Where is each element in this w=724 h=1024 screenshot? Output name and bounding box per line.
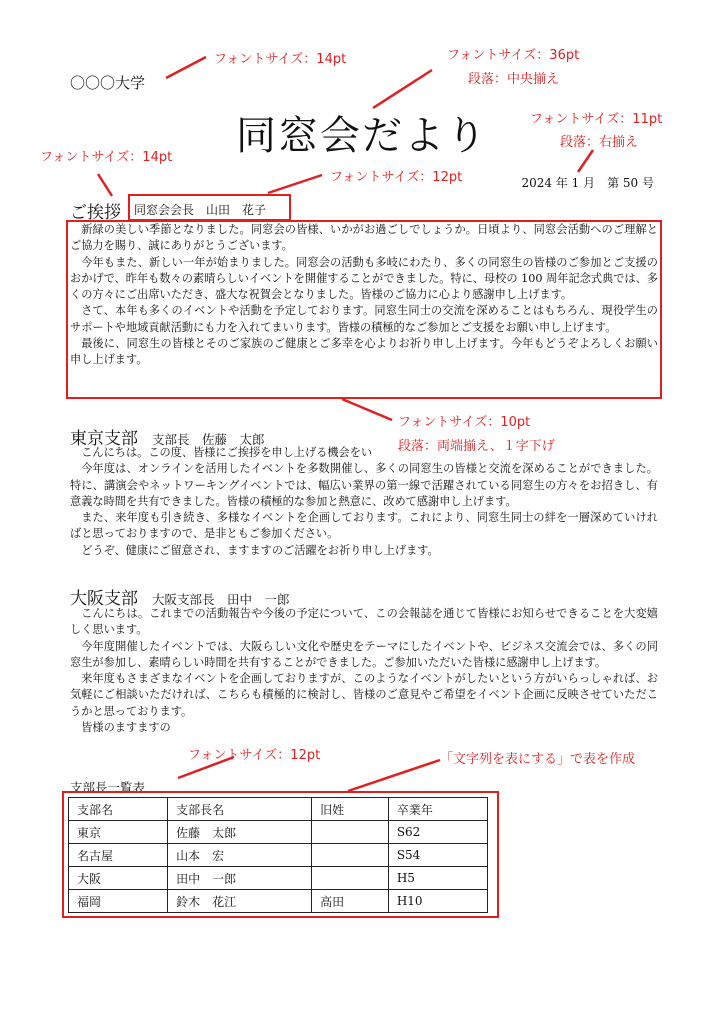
table-cell: 鈴木 花江 — [168, 890, 312, 913]
tokyo-paragraph: また、来年度も引き続き、多様なイベントを企画しております。これにより、同窓生同士の絆を一層深めていければと思っておりますので、是非ともご参加ください。 — [70, 511, 658, 541]
osaka-paragraph: 来年度もさまざまなイベントを企画しておりますが、このようなイベントがしたいという方がいらっしゃれば、お気軽にご相談いただければ、こちらも積極的に検討し、皆様のご意見やご希望をイベント企画に反映させていただこうかと思っております。 — [70, 672, 658, 718]
annotation-title-align: 段落：中央揃え — [468, 72, 560, 87]
greeting-heading: ご挨拶 — [70, 203, 121, 223]
osaka-author: 大阪支部長 田中 一郎 — [152, 592, 290, 607]
table-cell: 田中 一郎 — [168, 867, 312, 890]
tokyo-paragraph: 今年度は、オンラインを活用したイベントを多数開催し、多くの同窓生の皆様と交流を深めることができました。特に、講演会やネットワーキングイベントでは、幅広い業界の第一線で活躍されている同窓生の方々をお招きし、有意義な時間を共有できました。皆様の積極的な参加と熱意に、改めて感謝申し上げます。 — [70, 462, 658, 508]
greeting-paragraph: さて、本年も多くのイベントや活動を予定しております。同窓生同士の交流を深めることはもちろん、現役学生のサポートや地域貢献活動にも力を入れてまいります。皆様の積極的なご参加とご支援をお願い申し上げます。 — [70, 304, 658, 334]
annotation-issue-align: 段落：右揃え — [560, 135, 639, 150]
tokyo-title: 東京支部 — [70, 429, 138, 449]
tokyo-paragraph: どうぞ、健康にご留意され、ますますのご活躍をお祈り申し上げます。 — [81, 543, 439, 557]
greeting-paragraph: 新緑の美しい季節となりました。同窓会の皆様、いかがお過ごしでしょうか。日頃より、同窓会活動へのご理解とご協力を賜り、誠にありがとうございます。 — [70, 223, 658, 253]
annotation-title-font: フォントサイズ：36pt — [447, 48, 580, 63]
annotation-heading-font: フォントサイズ：14pt — [40, 150, 173, 165]
table-header-cell: 支部名 — [69, 798, 168, 821]
university-name: 〇〇〇大学 — [70, 74, 146, 92]
table-cell: 名古屋 — [69, 844, 168, 867]
table-cell: S62 — [388, 821, 487, 844]
osaka-paragraph: 皆様のますますの — [81, 721, 171, 735]
annotation-body-align: 段落：両端揃え、１字下げ — [398, 439, 555, 454]
table-cell: 東京 — [69, 821, 168, 844]
page-title: 同窓会だより — [236, 113, 488, 159]
table-header-cell: 卒業年 — [388, 798, 487, 821]
table-cell: 佐藤 太郎 — [168, 821, 312, 844]
annotation-body-font: フォントサイズ：10pt — [398, 415, 531, 430]
osaka-paragraph: こんにちは。これまでの活動報告や今後の予定について、この会報誌を通じて皆様にお知らせできることを大変嬉しく思います。 — [70, 607, 658, 637]
table-header-cell: 支部長名 — [168, 798, 312, 821]
issue-info: 2024 年 1 月 第 50 号 — [521, 176, 654, 190]
table-cell: H10 — [388, 890, 487, 913]
tokyo-author: 支部長 佐藤 太郎 — [152, 432, 265, 447]
greeting-paragraph: 今年もまた、新しい一年が始まりました。同窓会の活動も多岐にわたり、多くの同窓生の皆様のご参加とご支援のおかげで、昨年も数々の素晴らしいイベントを開催することができました。特に、母校の 100 周年記念式典では、多くの方々にご出席いただき、盛大な祝賀会となりました。皆様のご協力に心より感謝申し上げます。 — [70, 255, 658, 302]
tokyo-paragraph: こんにちは。この度、皆様にご挨拶を申し上げる機会をい — [81, 446, 373, 459]
table-cell: 福岡 — [69, 890, 168, 913]
table-cell: 山本 宏 — [168, 844, 312, 867]
table-cell: 高田 — [312, 890, 389, 913]
annotation-table-note: 「文字列を表にする」で表を作成 — [440, 752, 636, 767]
annotation-author-font: フォントサイズ：12pt — [330, 170, 463, 185]
table-cell: S54 — [388, 844, 487, 867]
annotation-issue-font: フォントサイズ：11pt — [530, 112, 663, 127]
osaka-paragraph: 今年度開催したイベントでは、大阪らしい文化や歴史をテーマにしたイベントや、ビジネス交流会では、多くの同窓生が参加し、素晴らしい時間を共有することができました。ご参加いただいた皆様に感謝申し上げます。 — [70, 639, 658, 669]
annotation-university-font: フォントサイズ：14pt — [214, 52, 347, 67]
table-caption: 支部長一覧表 — [70, 780, 146, 795]
greeting-author: 同窓会会長 山田 花子 — [134, 203, 267, 217]
osaka-title: 大阪支部 — [70, 589, 138, 609]
greeting-paragraph: 最後に、同窓生の皆様とそのご家族のご健康とご多幸を心よりお祈り申し上げます。今年もどうぞよろしくお願い申し上げます。 — [70, 337, 658, 367]
table-header-cell: 旧姓 — [312, 798, 389, 821]
table-cell: 大阪 — [69, 867, 168, 890]
annotation-caption-font: フォントサイズ：12pt — [188, 748, 321, 763]
table-cell: H5 — [388, 867, 487, 890]
